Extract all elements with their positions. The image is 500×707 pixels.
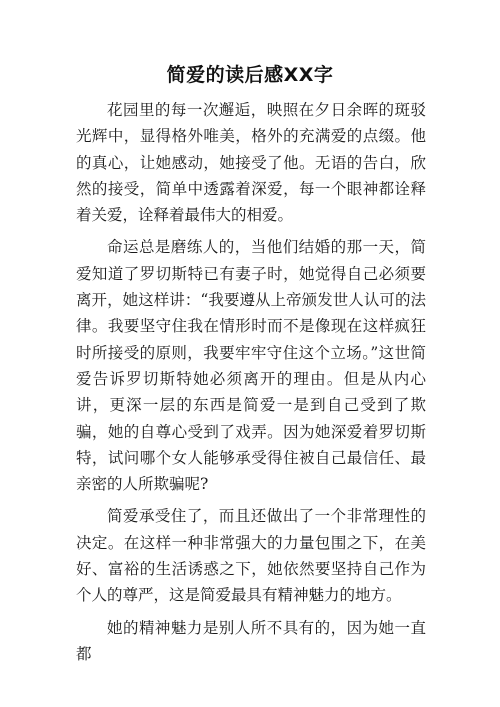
document-body	[76, 97, 426, 673]
paragraph: 她的精神魅力是别人所不具有的，因为她一直都	[76, 618, 426, 663]
document-title: 简爱的读后感XX字	[166, 64, 334, 86]
paragraph: 花园里的每一次邂逅，映照在夕日余晖的斑驳光辉中，显得格外唯美，格外的充满爱的点缀。他的真心，让她感动，她接受了他。无语的告白，欣然的接受，简单中透露着深爱，每一个眼神都诠释着关爱，诠释着最伟大的相爱。	[76, 101, 426, 225]
paragraph: 命运总是磨练人的，当他们结婚的那一天，简爱知道了罗切斯特已有妻子时，她觉得自己必须要离开，她这样讲：“我要遵从上帝颁发世人认可的法律。我要坚守住我在情形时而不是像现在这样疯狂时所接受的原则，我要牢牢守住这个立场。”这世简爱告诉罗切斯特她必须离开的理由。但是从内心讲，更深一层的东西是简爱一是到自己受到了欺骗，她的自尊心受到了戏弄。因为她深爱着罗切斯特，试问哪个女人能够承受得住被自己最信任、最亲密的人所欺骗呢?	[76, 238, 426, 494]
paragraph: 简爱承受住了，而且还做出了一个非常理性的决定。在这样一种非常强大的力量包围之下，在美好、富裕的生活诱惑之下，她依然要坚持自己作为个人的尊严，这是简爱最具有精神魅力的地方。	[76, 507, 426, 605]
